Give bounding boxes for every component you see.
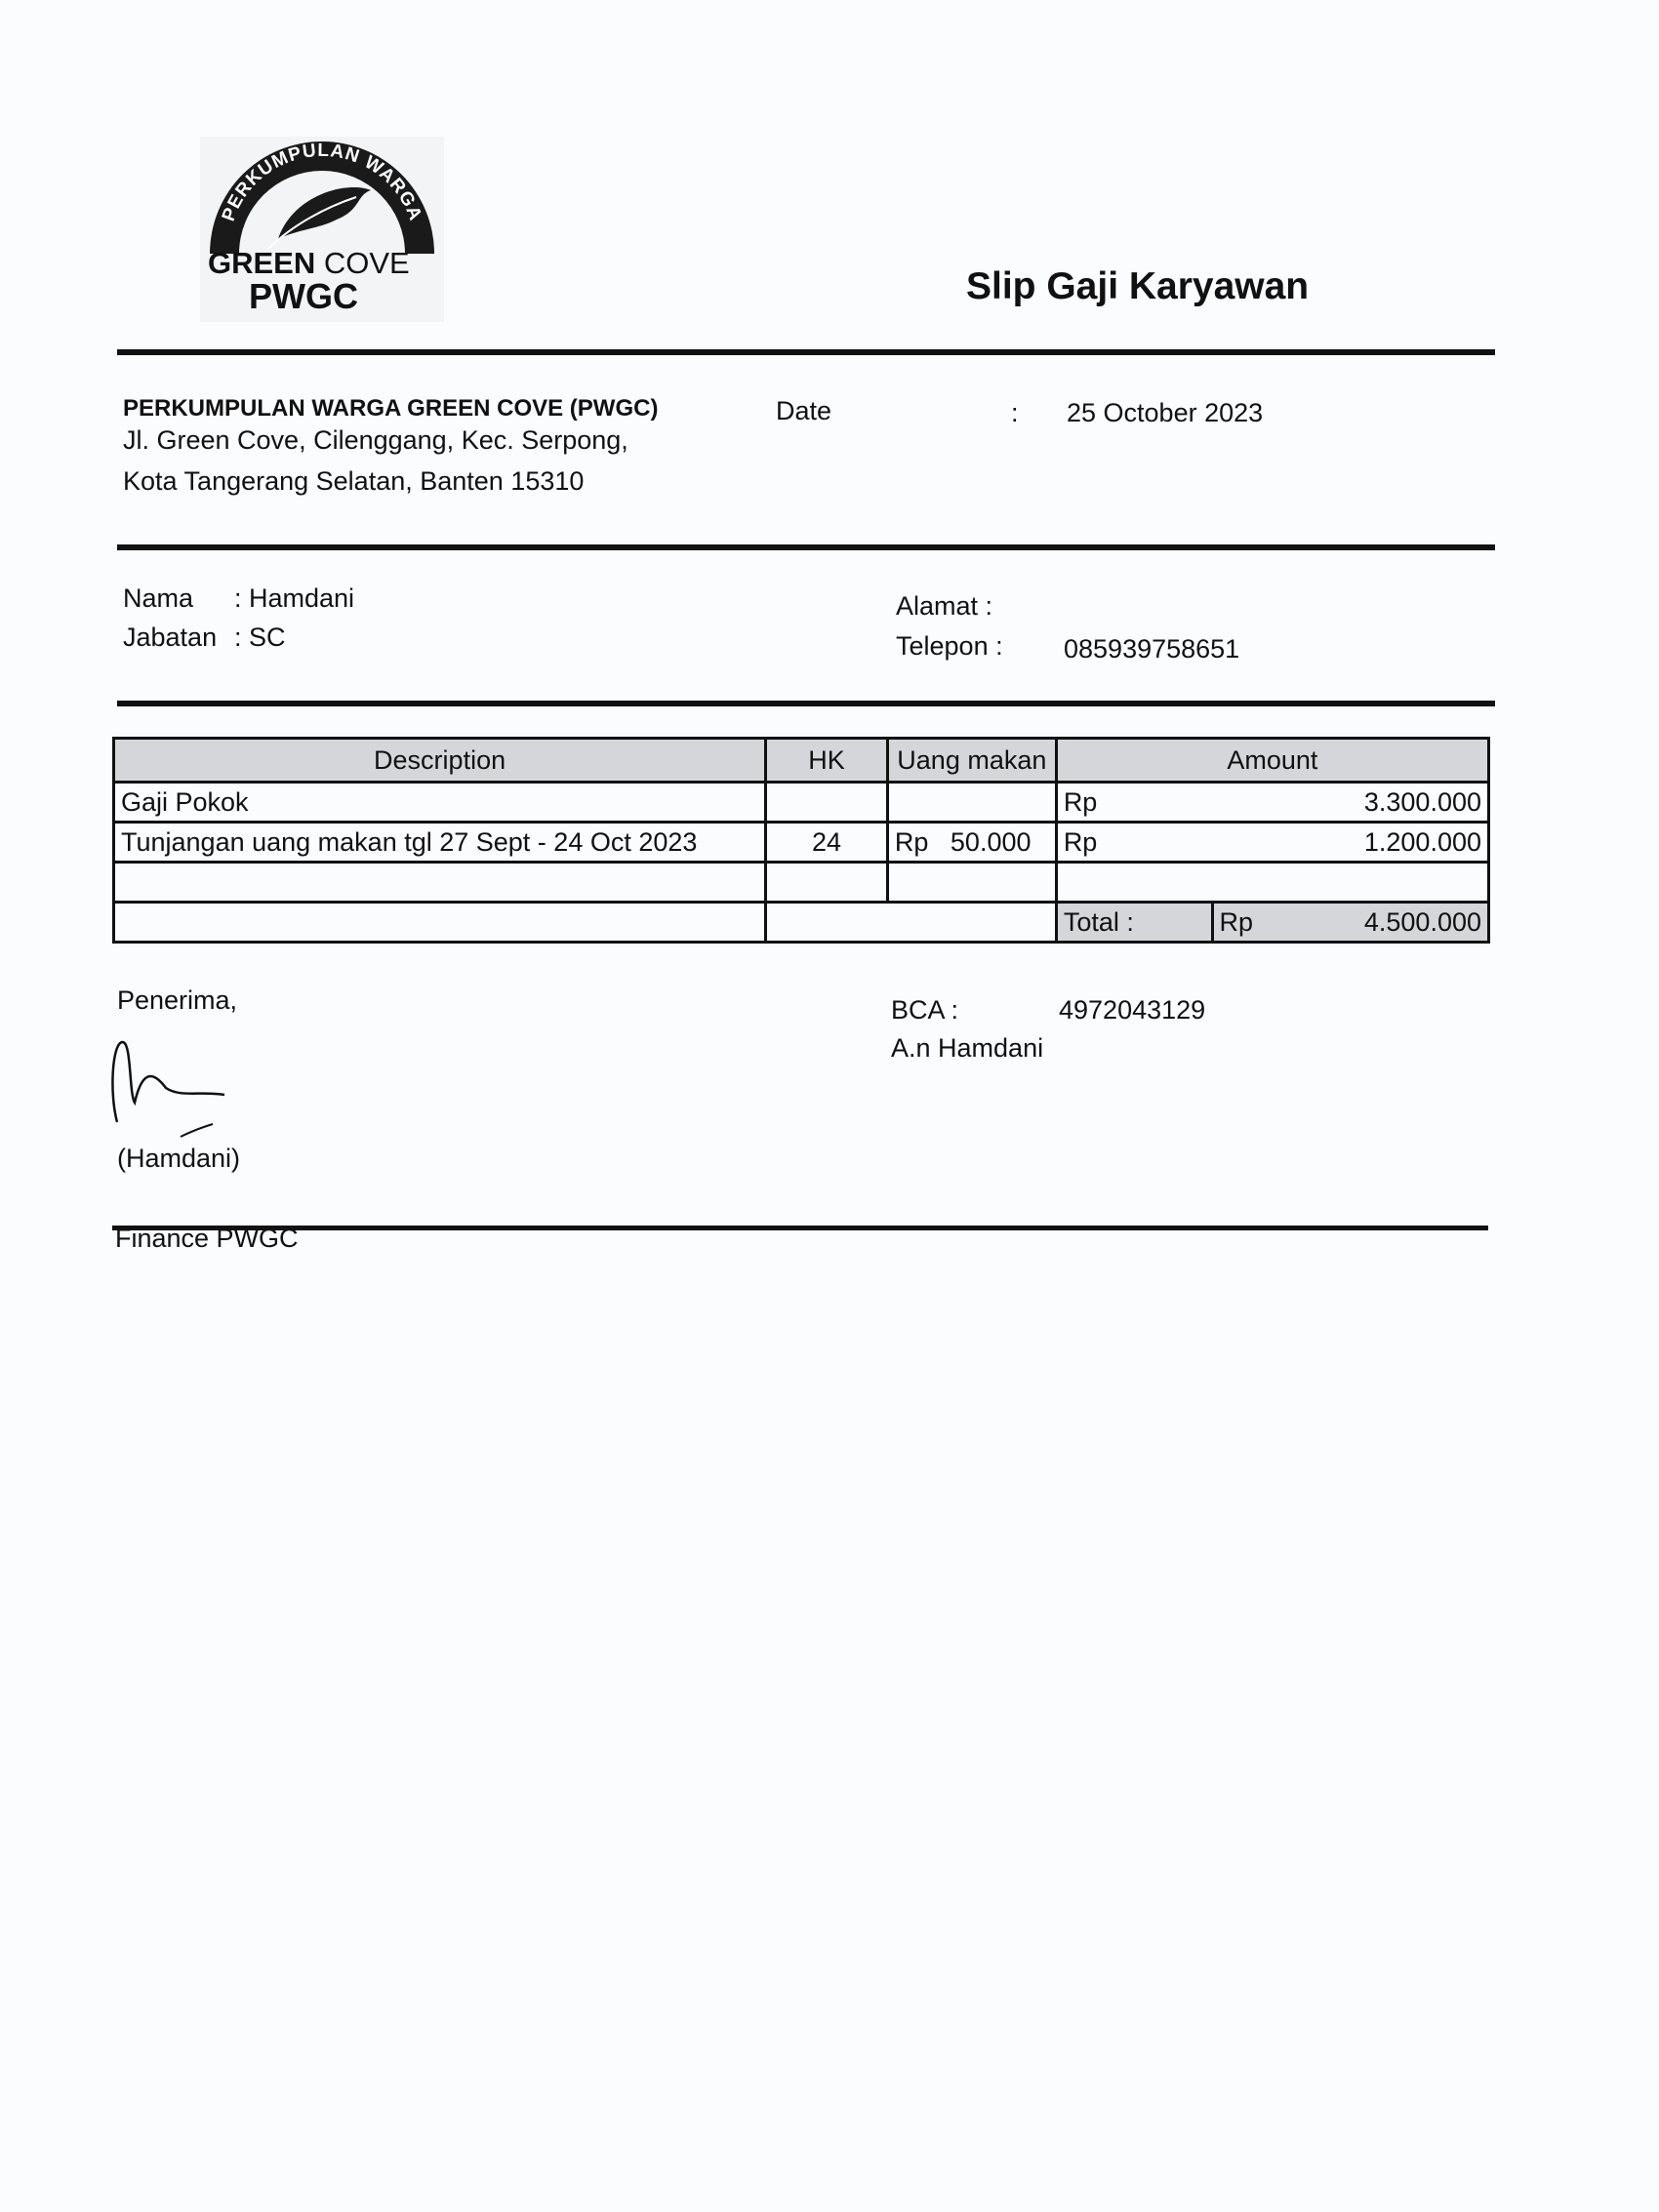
column-header: Uang makan bbox=[887, 739, 1056, 783]
uang-makan-cell bbox=[887, 783, 1056, 823]
divider bbox=[117, 701, 1495, 706]
table-row bbox=[114, 783, 1489, 823]
bank-label: BCA : bbox=[891, 995, 959, 1025]
nama-value: : Hamdani bbox=[234, 583, 355, 613]
table-header bbox=[114, 739, 1489, 783]
description-cell: Gaji Pokok bbox=[114, 783, 766, 823]
logo-text: GREEN bbox=[208, 246, 316, 280]
hk-cell bbox=[766, 783, 888, 823]
total-currency: Rp bbox=[1219, 906, 1254, 937]
nama-label: Nama bbox=[123, 583, 194, 613]
bank-account: 4972043129 bbox=[1059, 995, 1206, 1025]
column-header: Description bbox=[114, 739, 766, 783]
company-address: Jl. Green Cove, Cilenggang, Kec. Serpong, bbox=[123, 425, 628, 455]
hk-cell: 24 bbox=[766, 823, 888, 863]
currency-cell: Rp bbox=[1056, 823, 1212, 863]
svg-text:PERKUMPULAN WARGA: PERKUMPULAN WARGA bbox=[218, 140, 426, 224]
uang-makan-cell: Rp 50.000 bbox=[887, 823, 1056, 863]
total-row bbox=[114, 903, 1489, 943]
amount-cell: 1.200.000 bbox=[1212, 823, 1489, 863]
currency-cell: Rp bbox=[1056, 783, 1212, 823]
divider bbox=[117, 349, 1495, 355]
column-header: HK bbox=[766, 739, 888, 783]
column-header: Amount bbox=[1056, 739, 1488, 783]
divider bbox=[117, 544, 1495, 550]
amount-cell: 3.300.000 bbox=[1212, 783, 1489, 823]
company-address: Kota Tangerang Selatan, Banten 15310 bbox=[123, 466, 585, 496]
divider bbox=[112, 1226, 1488, 1230]
jabatan-value: : SC bbox=[234, 623, 286, 652]
date-colon: : bbox=[1011, 398, 1019, 427]
page-title: Slip Gaji Karyawan bbox=[966, 265, 1310, 307]
alamat-label: Alamat : bbox=[896, 591, 993, 621]
logo-text: PWGC bbox=[249, 276, 358, 316]
jabatan-label: Jabatan bbox=[123, 623, 218, 652]
penerima-label: Penerima, bbox=[117, 985, 238, 1015]
finance-label: Finance PWGC bbox=[115, 1224, 299, 1253]
signer-name: (Hamdani) bbox=[117, 1144, 241, 1173]
date-value: 25 October 2023 bbox=[1067, 398, 1264, 427]
telepon-value: 085939758651 bbox=[1064, 634, 1240, 664]
logo-text: COVE bbox=[323, 246, 410, 280]
company-name: PERKUMPULAN WARGA GREEN COVE (PWGC) bbox=[123, 395, 659, 422]
account-name: A.n Hamdani bbox=[891, 1033, 1044, 1063]
date-label: Date bbox=[776, 396, 832, 425]
total-amount: 4.500.000 bbox=[1363, 906, 1481, 937]
description-cell: Tunjangan uang makan tgl 27 Sept - 24 Oct 2023 bbox=[114, 823, 766, 863]
salary-table bbox=[112, 737, 1490, 944]
table-row bbox=[114, 863, 1489, 903]
table-row bbox=[114, 823, 1489, 863]
signature bbox=[107, 1034, 234, 1142]
total-cell bbox=[1212, 903, 1489, 943]
logo bbox=[200, 137, 444, 322]
telepon-label: Telepon : bbox=[896, 631, 1003, 661]
total-label: Total : bbox=[1056, 903, 1212, 943]
